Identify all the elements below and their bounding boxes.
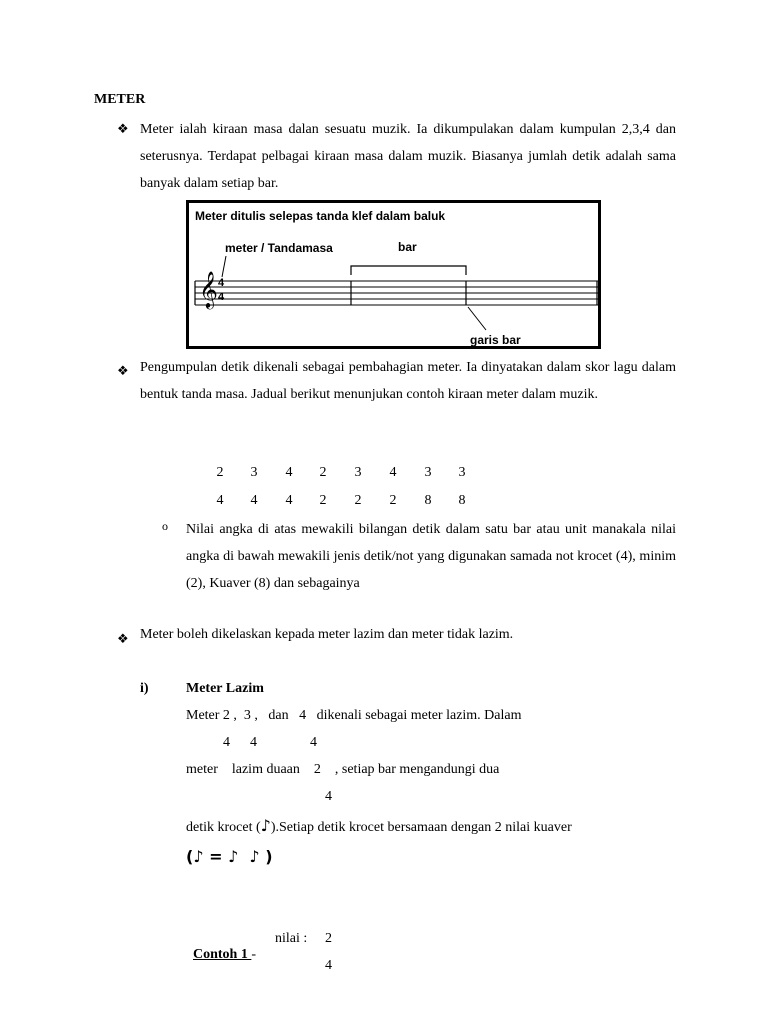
time-signature-top: 4 [218, 277, 225, 289]
meter-label: meter / Tandamasa [225, 241, 333, 255]
fraction-denominator: 4 [223, 735, 230, 750]
paragraph-meter-definition: Meter ialah kiraan masa dalan sesuatu muzik. Ia dikumpulakan dalam kumpulan 2,3,4 dan seterusnya. Terdapat pelbagai kiraan masa dalam muzik. Biasanya jumlah detik adalah sama banyak dalam setiap bar. [140, 122, 676, 191]
treble-clef-icon: 𝄞 [199, 270, 218, 308]
crotchet-note-icon: ♪ [260, 816, 271, 835]
meter-top-value: 2 [319, 465, 327, 480]
fraction-denominator: 4 [250, 735, 257, 750]
fraction-denominator: 4 [325, 789, 332, 804]
bar-bracket [351, 266, 466, 275]
meter-pointer [222, 256, 226, 277]
section-number: i) [140, 681, 149, 696]
meter-top-value: 3 [458, 465, 466, 480]
meter-lazim-line-3 [186, 816, 572, 836]
section-title: Meter Lazim [186, 681, 264, 696]
example-dash: - [251, 947, 257, 962]
example-numerator: 2 [325, 931, 332, 946]
meter-lazim-line-2: meter lazim duaan 2 , setiap bar mengandungi dua [186, 762, 500, 777]
example-row [186, 931, 256, 963]
fraction-denominator: 4 [310, 735, 317, 750]
paragraph-meter-classes: Meter boleh dikelaskan kepada meter lazim dan meter tidak lazim. [140, 627, 514, 642]
meter-top-value: 3 [354, 465, 362, 480]
line-3-text-a: detik krocet ( [186, 820, 261, 835]
bullet-icon: ❖ [117, 631, 129, 646]
example-denominator: 4 [325, 958, 332, 973]
meter-top-value: 3 [424, 465, 432, 480]
example-nilai: nilai : [275, 931, 308, 946]
note-equation: (♪ = ♪ ♪ ) [186, 847, 273, 866]
example-label: Contoh 1 [193, 947, 252, 962]
meter-bottom-value: 8 [458, 493, 466, 508]
meter-top-value: 3 [250, 465, 258, 480]
meter-bottom-value: 2 [389, 493, 397, 508]
barline-pointer [468, 307, 486, 330]
meter-top-value: 4 [285, 465, 293, 480]
paragraph-meter-grouping: Pengumpulan detik dikenali sebagai pembahagian meter. Ia dinyatakan dalam skor lagu dalam bentuk tanda masa. Jadual berikut menunjukan contoh kiraan meter dalam muzik. [140, 360, 676, 402]
meter-bottom-value: 4 [250, 493, 258, 508]
meter-bottom-value: 8 [424, 493, 432, 508]
barline-label: garis bar [470, 333, 521, 347]
bar-label: bar [398, 240, 417, 254]
bullet-icon: ❖ [117, 121, 129, 136]
meter-bottom-value: 2 [354, 493, 362, 508]
meter-bottom-value: 4 [216, 493, 224, 508]
figure-title: Meter ditulis selepas tanda klef dalam baluk [195, 209, 446, 223]
line-3-text-b: ).Setiap detik krocet bersamaan dengan 2 nilai kuaver [270, 820, 572, 835]
page-heading: METER [94, 92, 146, 107]
meter-figure [186, 200, 601, 349]
paragraph-number-meaning: Nilai angka di atas mewakili bilangan detik dalam satu bar atau unit manakala nilai angka di bawah mewakili jenis detik/not yang digunakan samada not krocet (4), minim (2), Kuaver (8) dan sebagainya [186, 522, 676, 591]
meter-bottom-value: 2 [319, 493, 327, 508]
staff-diagram [189, 203, 598, 346]
time-signature-bottom: 4 [218, 291, 225, 303]
sub-bullet-icon: o [162, 519, 168, 533]
bullet-icon: ❖ [117, 363, 129, 378]
meter-bottom-value: 4 [285, 493, 293, 508]
meter-top-value: 2 [216, 465, 224, 480]
meter-lazim-line-1: Meter 2 , 3 , dan 4 dikenali sebagai meter lazim. Dalam [186, 708, 522, 723]
meter-top-value: 4 [389, 465, 397, 480]
